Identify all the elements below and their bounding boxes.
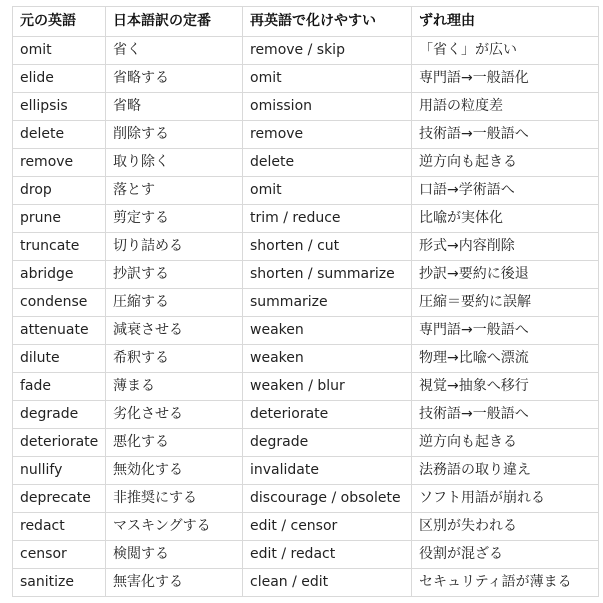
table-body [13, 37, 599, 597]
cell-standard-japanese: 無害化する [106, 569, 243, 597]
translation-drift-table-container [12, 6, 598, 597]
cell-standard-japanese: 抄訳する [106, 261, 243, 289]
cell-standard-japanese: 削除する [106, 121, 243, 149]
table-row [13, 485, 599, 513]
header-row [13, 7, 599, 37]
cell-drift-reason: 法務語の取り違え [412, 457, 599, 485]
table-row [13, 149, 599, 177]
cell-standard-japanese: 劣化させる [106, 401, 243, 429]
cell-drift-reason: 圧縮＝要約に誤解 [412, 289, 599, 317]
cell-original-english: delete [13, 121, 106, 149]
cell-retranslated-english: summarize [243, 289, 412, 317]
cell-drift-reason: ソフト用語が崩れる [412, 485, 599, 513]
cell-original-english: nullify [13, 457, 106, 485]
cell-standard-japanese: 省略する [106, 65, 243, 93]
cell-retranslated-english: omission [243, 93, 412, 121]
cell-retranslated-english: omit [243, 177, 412, 205]
cell-standard-japanese: 減衰させる [106, 317, 243, 345]
cell-original-english: degrade [13, 401, 106, 429]
cell-standard-japanese: 検閲する [106, 541, 243, 569]
cell-original-english: redact [13, 513, 106, 541]
cell-drift-reason: 技術語→一般語へ [412, 401, 599, 429]
cell-original-english: elide [13, 65, 106, 93]
cell-original-english: deteriorate [13, 429, 106, 457]
cell-original-english: prune [13, 205, 106, 233]
table-row [13, 317, 599, 345]
cell-drift-reason: 抄訳→要約に後退 [412, 261, 599, 289]
cell-retranslated-english: remove [243, 121, 412, 149]
cell-retranslated-english: weaken [243, 317, 412, 345]
cell-original-english: abridge [13, 261, 106, 289]
cell-retranslated-english: degrade [243, 429, 412, 457]
cell-retranslated-english: shorten / summarize [243, 261, 412, 289]
cell-retranslated-english: omit [243, 65, 412, 93]
cell-retranslated-english: deteriorate [243, 401, 412, 429]
cell-drift-reason: 役割が混ざる [412, 541, 599, 569]
table-row [13, 93, 599, 121]
cell-original-english: attenuate [13, 317, 106, 345]
cell-drift-reason: 「省く」が広い [412, 37, 599, 65]
cell-standard-japanese: 省略 [106, 93, 243, 121]
cell-drift-reason: 逆方向も起きる [412, 429, 599, 457]
table-header [13, 7, 599, 37]
cell-retranslated-english: edit / redact [243, 541, 412, 569]
table-row [13, 429, 599, 457]
cell-retranslated-english: shorten / cut [243, 233, 412, 261]
cell-standard-japanese: マスキングする [106, 513, 243, 541]
cell-standard-japanese: 取り除く [106, 149, 243, 177]
cell-original-english: censor [13, 541, 106, 569]
cell-drift-reason: 技術語→一般語へ [412, 121, 599, 149]
cell-retranslated-english: discourage / obsolete [243, 485, 412, 513]
cell-standard-japanese: 落とす [106, 177, 243, 205]
table-row [13, 373, 599, 401]
cell-standard-japanese: 非推奨にする [106, 485, 243, 513]
cell-retranslated-english: weaken / blur [243, 373, 412, 401]
cell-retranslated-english: weaken [243, 345, 412, 373]
translation-drift-table [12, 6, 599, 597]
cell-retranslated-english: trim / reduce [243, 205, 412, 233]
cell-drift-reason: 比喩が実体化 [412, 205, 599, 233]
cell-standard-japanese: 無効化する [106, 457, 243, 485]
table-row [13, 289, 599, 317]
cell-drift-reason: 用語の粒度差 [412, 93, 599, 121]
cell-drift-reason: 専門語→一般語へ [412, 317, 599, 345]
cell-standard-japanese: 薄まる [106, 373, 243, 401]
cell-retranslated-english: invalidate [243, 457, 412, 485]
cell-standard-japanese: 圧縮する [106, 289, 243, 317]
cell-original-english: omit [13, 37, 106, 65]
cell-drift-reason: 物理→比喩へ漂流 [412, 345, 599, 373]
cell-original-english: truncate [13, 233, 106, 261]
table-row [13, 177, 599, 205]
table-row [13, 569, 599, 597]
table-row [13, 513, 599, 541]
cell-drift-reason: セキュリティ語が薄まる [412, 569, 599, 597]
cell-drift-reason: 区別が失われる [412, 513, 599, 541]
table-row [13, 261, 599, 289]
cell-original-english: ellipsis [13, 93, 106, 121]
table-row [13, 233, 599, 261]
cell-retranslated-english: edit / censor [243, 513, 412, 541]
cell-drift-reason: 逆方向も起きる [412, 149, 599, 177]
table-row [13, 65, 599, 93]
cell-retranslated-english: delete [243, 149, 412, 177]
table-row [13, 401, 599, 429]
cell-original-english: deprecate [13, 485, 106, 513]
cell-original-english: dilute [13, 345, 106, 373]
cell-original-english: fade [13, 373, 106, 401]
cell-drift-reason: 専門語→一般語化 [412, 65, 599, 93]
cell-original-english: drop [13, 177, 106, 205]
table-row [13, 121, 599, 149]
cell-drift-reason: 視覚→抽象へ移行 [412, 373, 599, 401]
table-row [13, 457, 599, 485]
cell-standard-japanese: 剪定する [106, 205, 243, 233]
table-row [13, 541, 599, 569]
table-row [13, 345, 599, 373]
header-drift-reason: ずれ理由 [412, 7, 599, 37]
table-row [13, 37, 599, 65]
header-standard-japanese: 日本語訳の定番 [106, 7, 243, 37]
cell-retranslated-english: clean / edit [243, 569, 412, 597]
cell-drift-reason: 口語→学術語へ [412, 177, 599, 205]
cell-original-english: condense [13, 289, 106, 317]
header-retranslated-english: 再英語で化けやすい [243, 7, 412, 37]
cell-standard-japanese: 省く [106, 37, 243, 65]
cell-standard-japanese: 切り詰める [106, 233, 243, 261]
cell-original-english: sanitize [13, 569, 106, 597]
cell-original-english: remove [13, 149, 106, 177]
table-row [13, 205, 599, 233]
cell-retranslated-english: remove / skip [243, 37, 412, 65]
cell-drift-reason: 形式→内容削除 [412, 233, 599, 261]
cell-standard-japanese: 希釈する [106, 345, 243, 373]
header-original-english: 元の英語 [13, 7, 106, 37]
cell-standard-japanese: 悪化する [106, 429, 243, 457]
